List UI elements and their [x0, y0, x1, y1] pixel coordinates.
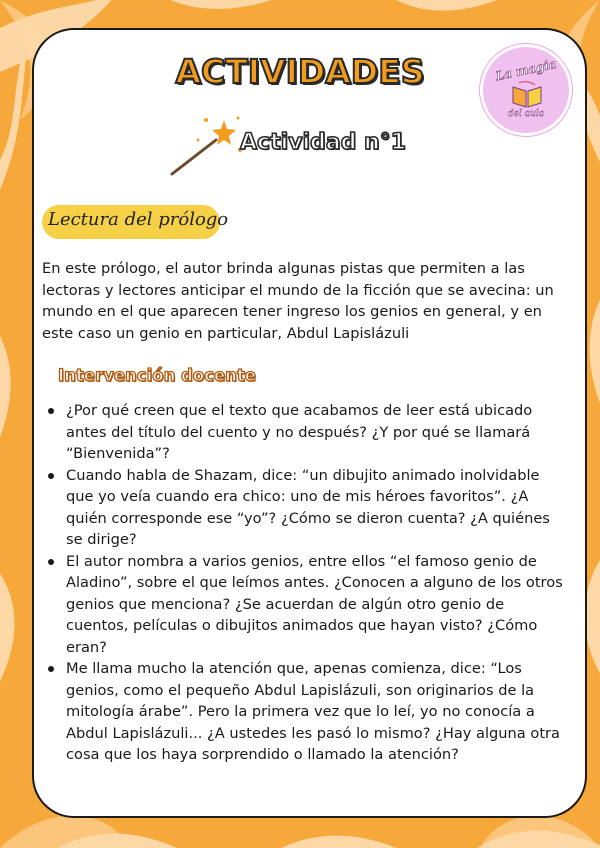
intervention-heading: Intervención docente — [58, 366, 256, 385]
list-item: El autor nombra a varios genios, entre ellos “el famoso genio de Aladino”, sobre el que leímos antes. ¿Conocen a alguno de los otros genios que menciona? ¿Se acuerdan de algún otro genio de cuentos, películas o dibujitos animados que hayan visto? ¿Cómo eran? — [66, 551, 566, 659]
brand-logo — [480, 44, 572, 136]
logo-line1: La magia — [494, 56, 558, 84]
section-heading: Lectura del prólogo — [48, 209, 229, 230]
question-list — [66, 400, 566, 766]
list-item: Me llama mucho la atención que, apenas comienza, dice: “Los genios, como el pequeño Abdul Lapislázuli, son originarios de la mitología árabe”. Pero la primera vez que lo leí, yo no conocía a Abdul Lapislázuli... ¿A ustedes les pasó lo mismo? ¿Hay alguna otra cosa que los haya sorprendido o llamado la atención? — [66, 658, 566, 766]
logo-line2: del aula — [507, 109, 545, 119]
magic-wand-icon — [168, 110, 248, 180]
intro-paragraph: En este prólogo, el autor brinda algunas pistas que permiten a las lectoras y lectores anticipar el mundo de la ficción que se avecina: un mundo en el que aparecen tener ingreso los genios en general, y en este caso un genio en particular, Abdul Lapislázuli — [42, 260, 554, 342]
book-icon — [511, 81, 543, 109]
page-title: ACTIVIDADES — [175, 52, 425, 91]
list-item: Cuando habla de Shazam, dice: “un dibujito animado inolvidable que yo veía cuando era chico: uno de mis héroes favoritos”. ¿A quién corresponde ese “yo”? ¿Cómo se dieron cuenta? ¿A quiénes se dirige? — [66, 465, 566, 551]
activity-title: Actividad n°1 — [240, 130, 406, 155]
list-item: ¿Por qué creen que el texto que acabamos de leer está ubicado antes del título del cuento y no después? ¿Y por qué se llamará “Bienvenida”? — [66, 400, 566, 465]
